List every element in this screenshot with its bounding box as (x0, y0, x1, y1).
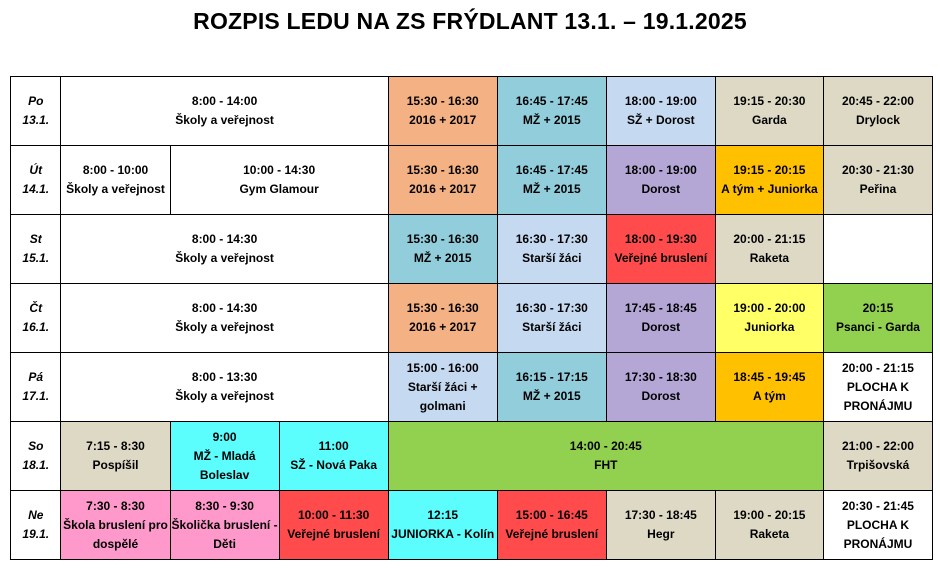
slot-label: 2016 + 2017 (409, 182, 477, 196)
slot-time: 17:30 - 18:30 (624, 370, 697, 384)
slot-time: 20:45 - 22:00 (841, 94, 914, 108)
day-label (11, 491, 61, 560)
schedule-row (11, 491, 933, 560)
slot-label: Starší žáci + golmani (407, 379, 478, 413)
day-name: Út (29, 163, 43, 177)
slot-time: 10:00 - 11:30 (297, 508, 370, 522)
slot-time: 8:00 - 10:00 (82, 163, 149, 177)
schedule-slot (61, 146, 170, 215)
day-label (11, 146, 61, 215)
slot-time: 18:45 - 19:45 (733, 370, 806, 384)
slot-label: Školy a veřejnost (175, 389, 274, 403)
schedule-slot (61, 491, 170, 560)
slot-label: Dorost (641, 320, 681, 334)
day-date: 14.1. (22, 182, 50, 196)
day-date: 16.1. (22, 320, 50, 334)
schedule-slot (388, 491, 497, 560)
schedule-slot (715, 353, 823, 422)
slot-time: 15:30 - 16:30 (406, 232, 479, 246)
slot-time: 19:00 - 20:00 (733, 301, 806, 315)
slot-label: PLOCHA K PRONÁJMU (843, 379, 913, 413)
slot-time: 8:30 - 9:30 (195, 498, 254, 513)
slot-label: Hegr (647, 527, 675, 541)
slot-time: 17:45 - 18:45 (624, 301, 697, 315)
schedule-slot (606, 215, 715, 284)
slot-time: 19:15 - 20:30 (733, 94, 806, 108)
slot-label: PLOCHA K PRONÁJMU (843, 517, 913, 551)
slot-label: Veřejné bruslení (505, 527, 599, 541)
schedule-slot (388, 146, 497, 215)
schedule-slot (170, 146, 388, 215)
schedule-slot (606, 353, 715, 422)
schedule-slot (715, 215, 823, 284)
slot-time: 7:15 - 8:30 (86, 439, 145, 453)
slot-label: Školička bruslení - Děti (171, 517, 278, 551)
slot-label: JUNIORKA - Kolín (391, 527, 495, 541)
slot-time: 12:15 (427, 508, 459, 522)
slot-time: 15:30 - 16:30 (406, 301, 479, 315)
slot-time: 21:00 - 22:00 (841, 439, 914, 453)
slot-label: Starší žáci (522, 251, 582, 265)
schedule-slot (61, 353, 388, 422)
slot-time: 16:45 - 17:45 (515, 94, 588, 108)
schedule-slot (388, 422, 823, 491)
slot-time: 19:00 - 20:15 (733, 508, 806, 522)
day-label (11, 77, 61, 146)
slot-label: Pospíšil (92, 458, 139, 472)
slot-label: Raketa (749, 251, 790, 265)
slot-label: Gym Glamour (239, 182, 319, 196)
slot-time: 15:00 - 16:45 (515, 508, 588, 522)
ice-schedule-table (10, 76, 933, 560)
slot-time: 20:00 - 21:15 (733, 232, 806, 246)
slot-time: 18:00 - 19:00 (624, 94, 697, 108)
schedule-slot (606, 284, 715, 353)
slot-label: Peřina (859, 182, 897, 196)
slot-label: Veřejné bruslení (614, 251, 708, 265)
slot-label: A tým + Juniorka (721, 182, 818, 196)
slot-time: 14:00 - 20:45 (569, 439, 642, 453)
slot-time: 16:30 - 17:30 (515, 301, 588, 315)
schedule-slot (61, 422, 170, 491)
schedule-slot (61, 284, 388, 353)
schedule-slot (823, 422, 932, 491)
day-label (11, 353, 61, 422)
slot-time: 7:30 - 8:30 (86, 498, 145, 513)
schedule-slot (823, 284, 932, 353)
slot-label: MŽ + 2015 (413, 251, 472, 265)
schedule-slot (279, 491, 388, 560)
schedule-slot (715, 284, 823, 353)
day-label (11, 284, 61, 353)
schedule-slot (715, 491, 823, 560)
slot-label: Dorost (641, 389, 681, 403)
slot-label: MŽ + 2015 (522, 113, 581, 127)
schedule-slot (497, 284, 606, 353)
slot-label: Dorost (641, 182, 681, 196)
schedule-slot (606, 77, 715, 146)
slot-time: 8:00 - 14:30 (191, 232, 258, 246)
slot-label: Škola bruslení pro dospělé (63, 517, 168, 551)
slot-time: 8:00 - 13:30 (191, 370, 258, 384)
schedule-slot (497, 146, 606, 215)
day-date: 13.1. (22, 113, 50, 127)
slot-label: Psanci - Garda (835, 320, 920, 334)
slot-label: SŽ + Dorost (627, 113, 695, 127)
schedule-slot (170, 491, 279, 560)
slot-label: Veřejné bruslení (287, 527, 380, 541)
slot-time: 8:00 - 14:00 (191, 94, 258, 108)
schedule-slot (823, 146, 932, 215)
schedule-slot (497, 77, 606, 146)
schedule-slot (606, 146, 715, 215)
slot-time: 17:30 - 18:45 (624, 508, 697, 522)
slot-label: SŽ - Nová Paka (290, 458, 377, 472)
slot-label: MŽ + 2015 (522, 389, 581, 403)
slot-time: 20:15 (862, 301, 894, 315)
slot-time: 15:30 - 16:30 (406, 94, 479, 108)
slot-time: 10:00 - 14:30 (243, 163, 316, 177)
schedule-row (11, 146, 933, 215)
schedule-slot (497, 353, 606, 422)
schedule-slot (497, 491, 606, 560)
day-name: Po (28, 94, 44, 108)
day-date: 18.1. (22, 458, 50, 472)
day-name: Pá (28, 370, 44, 384)
slot-label: Školy a veřejnost (175, 251, 274, 265)
schedule-row (11, 77, 933, 146)
slot-time: 20:00 - 21:15 (841, 360, 914, 375)
slot-label: A tým (752, 389, 786, 403)
slot-time: 16:30 - 17:30 (515, 232, 588, 246)
slot-time: 18:00 - 19:00 (624, 163, 697, 177)
schedule-row (11, 215, 933, 284)
slot-label: Školy a veřejnost (175, 320, 274, 334)
schedule-slot (823, 491, 932, 560)
schedule-row (11, 422, 933, 491)
slot-time: 15:30 - 16:30 (406, 163, 479, 177)
slot-time: 16:45 - 17:45 (515, 163, 588, 177)
slot-label: MŽ - Mladá Boleslav (193, 448, 256, 482)
slot-time: 11:00 (318, 439, 349, 453)
schedule-slot (388, 353, 497, 422)
day-label (11, 422, 61, 491)
slot-label: 2016 + 2017 (409, 320, 477, 334)
slot-label: Drylock (855, 113, 900, 127)
schedule-slot (388, 284, 497, 353)
schedule-slot (279, 422, 388, 491)
day-date: 15.1. (22, 251, 50, 265)
slot-time: 18:00 - 19:30 (624, 232, 697, 246)
page-title: ROZPIS LEDU NA ZS FRÝDLANT 13.1. – 19.1.2025 (193, 8, 747, 34)
schedule-slot (606, 491, 715, 560)
schedule-row (11, 353, 933, 422)
schedule-slot (823, 77, 932, 146)
day-date: 17.1. (22, 389, 50, 403)
schedule-slot (715, 146, 823, 215)
day-label (11, 215, 61, 284)
schedule-slot (497, 215, 606, 284)
slot-label: Raketa (749, 527, 790, 541)
slot-label: Školy a veřejnost (175, 113, 274, 127)
day-name: So (28, 439, 44, 453)
slot-time: 20:30 - 21:30 (841, 163, 914, 177)
schedule-slot (715, 77, 823, 146)
schedule-slot (823, 353, 932, 422)
slot-time: 9:00 (212, 429, 237, 444)
schedule-slot (388, 77, 497, 146)
slot-label: Trpišovská (846, 458, 910, 472)
schedule-slot (823, 215, 932, 284)
schedule-slot (61, 215, 388, 284)
slot-time: 8:00 - 14:30 (191, 301, 258, 315)
day-name: Čt (29, 301, 43, 315)
slot-time: 19:15 - 20:15 (733, 163, 806, 177)
slot-time: 20:30 - 21:45 (841, 498, 914, 513)
slot-label: Juniorka (744, 320, 795, 334)
slot-time: 15:00 - 16:00 (406, 360, 479, 375)
schedule-slot (388, 215, 497, 284)
slot-time: 16:15 - 17:15 (515, 370, 588, 384)
schedule-row (11, 284, 933, 353)
day-name: Ne (28, 508, 44, 522)
day-date: 19.1. (22, 527, 50, 541)
slot-label: Školy a veřejnost (66, 182, 165, 196)
slot-label: FHT (594, 458, 618, 472)
schedule-slot (170, 422, 279, 491)
slot-label: 2016 + 2017 (409, 113, 477, 127)
day-name: St (29, 232, 42, 246)
slot-label: Garda (752, 113, 787, 127)
slot-label: MŽ + 2015 (522, 182, 581, 196)
slot-label: Starší žáci (522, 320, 582, 334)
schedule-slot (61, 77, 388, 146)
